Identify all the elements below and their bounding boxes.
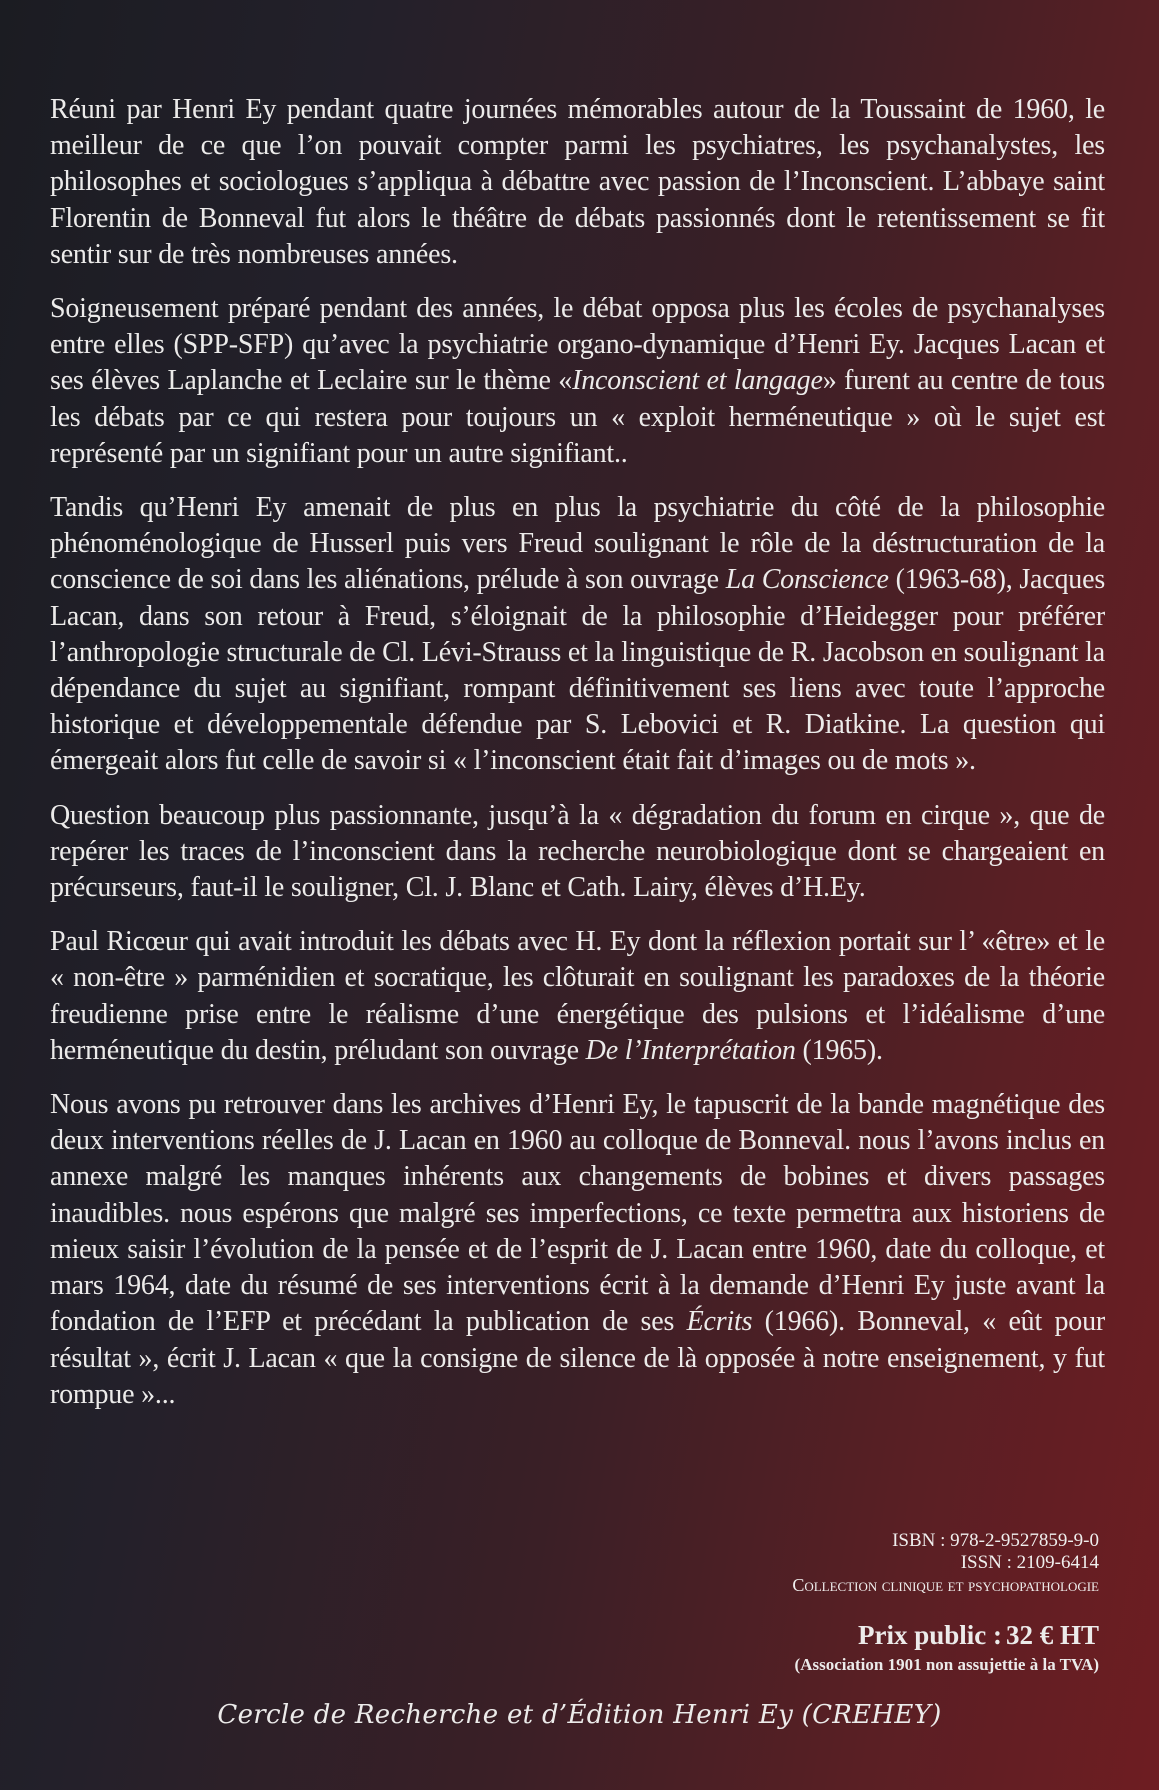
back-cover-text (50, 92, 1105, 1431)
publisher-footer: Cercle de Recherche et d’Édition Henri Ey (CREHEY) (217, 1700, 942, 1730)
paragraph-5-text-b: (1965). (795, 1034, 883, 1066)
publication-info (792, 1530, 1099, 1596)
price-label: Prix public : (857, 1620, 1002, 1650)
paragraph-2-text-a: Soigneusement préparé pendant des années, le débat opposa plus les écoles de psychanalyses entre elles (SPP-SFP) qu’avec la psychiatrie organo-dynamique d’Henri Ey. Jacques Lacan et ses élèves Laplanche et Leclaire sur le thème « (50, 293, 1105, 397)
paragraph-5 (50, 924, 1105, 1069)
paragraph-6-italic-title: Écrits (686, 1306, 753, 1338)
paragraph-5-text-a: Paul Ricœur qui avait introduit les débats avec H. Ey dont la réflexion portait sur l’ «être» et le « non-être » parménidien et socratique, les clôturait en soulignant les paradoxes de la théorie freudienne prise entre le réalisme d’une énergétique des pulsions et l’idéalisme d’une herméneutique du destin, préludant son ouvrage (50, 926, 1105, 1066)
paragraph-2-italic-title: Inconscient et langage (572, 365, 823, 397)
price-note: (Association 1901 non assujettie à la TVA) (794, 1655, 1099, 1674)
paragraph-6-text-b: (1966). Bonneval, « eût pour résultat », écrit J. Lacan « que la consigne de silence de là opposée à notre enseignement, y fut rompue »... (50, 1306, 1105, 1410)
paragraph-2 (50, 291, 1105, 472)
paragraph-4-text: Question beaucoup plus passionnante, jusqu’à la « dégradation du forum en cirque », que de repérer les traces de l’inconscient dans la recherche neurobiologique dont se chargeaient en précurseurs, faut-il le souligner, Cl. J. Blanc et Cath. Lairy, élèves d’H.Ey. (50, 799, 1105, 904)
collection-name: Collection clinique et psychopathologie (792, 1575, 1099, 1595)
paragraph-4 (50, 798, 1105, 907)
paragraph-3-text-a: Tandis qu’Henri Ey amenait de plus en plus la psychiatrie du côté de la philosophie phénoménologique de Husserl puis vers Freud soulignant le rôle de la déstructuration de la conscience de soi dans les aliénations, prélude à son ouvrage (50, 492, 1105, 596)
paragraph-3-text-b: (1963-68), Jacques Lacan, dans son retour à Freud, s’éloignait de la philosophie d’Heidegger pour préférer l’anthropologie structurale de Cl. Lévi-Strauss et la linguistique de R. Jacobson en soulignant la dépendance du sujet au signifiant, rompant définitivement ses liens avec toute l’approche historique et développementale défendue par S. Lebovici et R. Diatkine. La question qui émergeait alors fut celle de savoir si « l’inconscient était fait d’images ou de mots ». (50, 564, 1106, 777)
paragraph-6-text-a: Nous avons pu retrouver dans les archives d’Henri Ey, le tapuscrit de la bande magnétique des deux interventions réelles de J. Lacan en 1960 au colloque de Bonneval. nous l’avons inclus en annexe malgré les manques inhérents aux changements de bobines et divers passages inaudibles. nous espérons que malgré ses imperfections, ce texte permettra aux historiens de mieux saisir l’évolution de la pensée et de l’esprit de J. Lacan entre 1960, date du colloque, et mars 1964, date du résumé de ses interventions écrit à la demande d’Henri Ey juste avant la fondation de l’EFP et précédant la publication de ses (50, 1089, 1105, 1338)
paragraph-1 (50, 92, 1105, 273)
isbn: ISBN : 978-2-9527859-9-0 (892, 1530, 1099, 1551)
price-block (795, 1620, 1099, 1675)
price-amount: 32 € HT (1005, 1620, 1099, 1650)
paragraph-6 (50, 1087, 1105, 1413)
paragraph-2-text-b: » furent au centre de tous les débats par ce qui restera pour toujours un « exploit herméneutique » où le sujet est représenté par un signifiant pour un autre signifiant.. (50, 365, 1106, 469)
paragraph-1-text: Réuni par Henri Ey pendant quatre journées mémorables autour de la Toussaint de 1960, le meilleur de ce que l’on pouvait compter parmi les psychiatres, les psychanalystes, les philosophes et sociologues s’appliqua à débattre avec passion de l’Inconscient. L’abbaye saint Florentin de Bonneval fut alors le théâtre de débats passionnés dont le retentissement se fit sentir sur de très nombreuses années. (50, 94, 1105, 270)
paragraph-3 (50, 490, 1105, 780)
paragraph-3-italic-title: La Conscience (725, 564, 889, 596)
issn: ISSN : 2109-6414 (960, 1552, 1099, 1573)
paragraph-5-italic-title: De l’Interprétation (585, 1034, 796, 1066)
